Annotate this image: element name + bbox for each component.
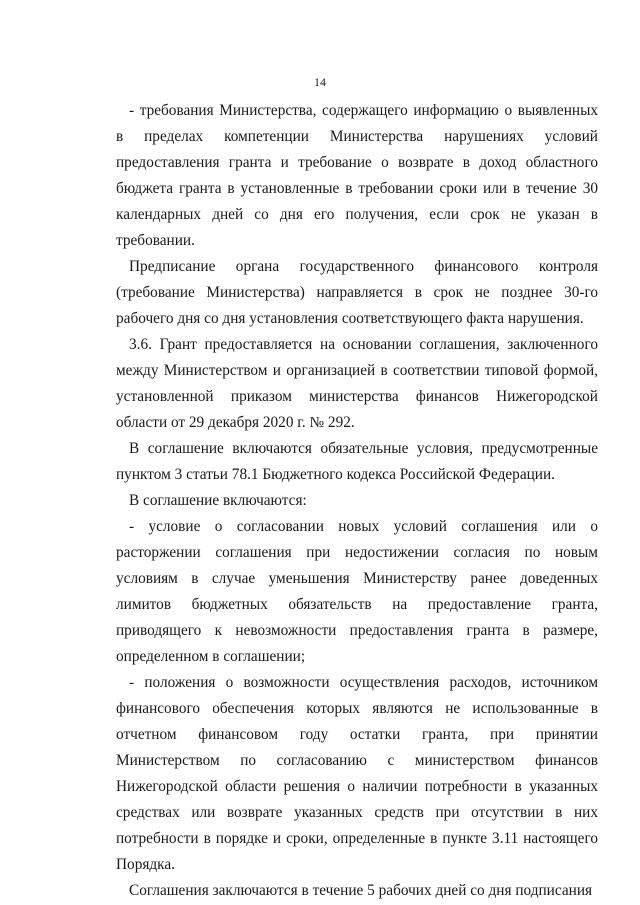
paragraph-agreement-timing: Соглашения заключаются в течение 5 рабочих дней со дня подписания [129,882,593,899]
paragraph-unused-balance-provisions: - положения о возможности осуществления расходов, источником финансового обеспечения которых являются не использованные в отчетном финансовом году остатки гранта, при принятии Министерством по согласованию с министерством финансов Нижегородской области решения о наличии потребности в указанных средствах или возврате указанных средств при отсутствии в них потребности в порядке и сроки, определенные в пункте 3.11 настоящего Порядка. [116,674,598,873]
paragraph-agreement-includes: В соглашение включаются: [129,492,307,509]
paragraph-mandatory-conditions: В соглашение включаются обязательные условия, предусмотренные пунктом 3 статьи 78.1 Бюджетного кодекса Российской Федерации. [116,440,598,483]
paragraph-grant-agreement: 3.6. Грант предоставляется на основании соглашения, заключенного между Министерством и организацией в соответствии типовой формой, установленной приказом министерства финансов Нижегородской области от 29 декабря 2020 г. № 292. [116,336,598,431]
paragraph-ministry-requirement: - требования Министерства, содержащего информацию о выявленных в пределах компетенции Министерства нарушениях условий предоставления гранта и требование о возврате в доход областного бюджета гранта в установленные в требовании сроки или в течение 30 календарных дней со дня его получения, если срок не указан в требовании. [116,102,598,249]
paragraph-control-prescription: Предписание органа государственного финансового контроля (требование Министерства) направляется в срок не позднее 30-го рабочего дня со дня установления соответствующего факта нарушения. [116,258,598,327]
page-number: 14 [314,75,326,89]
paragraph-condition-renegotiation: - условие о согласовании новых условий соглашения или о расторжении соглашения при недостижении согласия по новым условиям в случае уменьшения Министерству ранее доведенных лимитов бюджетных обязательств на предоставление гранта, приводящего к невозможности предоставления гранта в размере, определенном в соглашении; [116,518,598,665]
document-body [116,98,598,904]
